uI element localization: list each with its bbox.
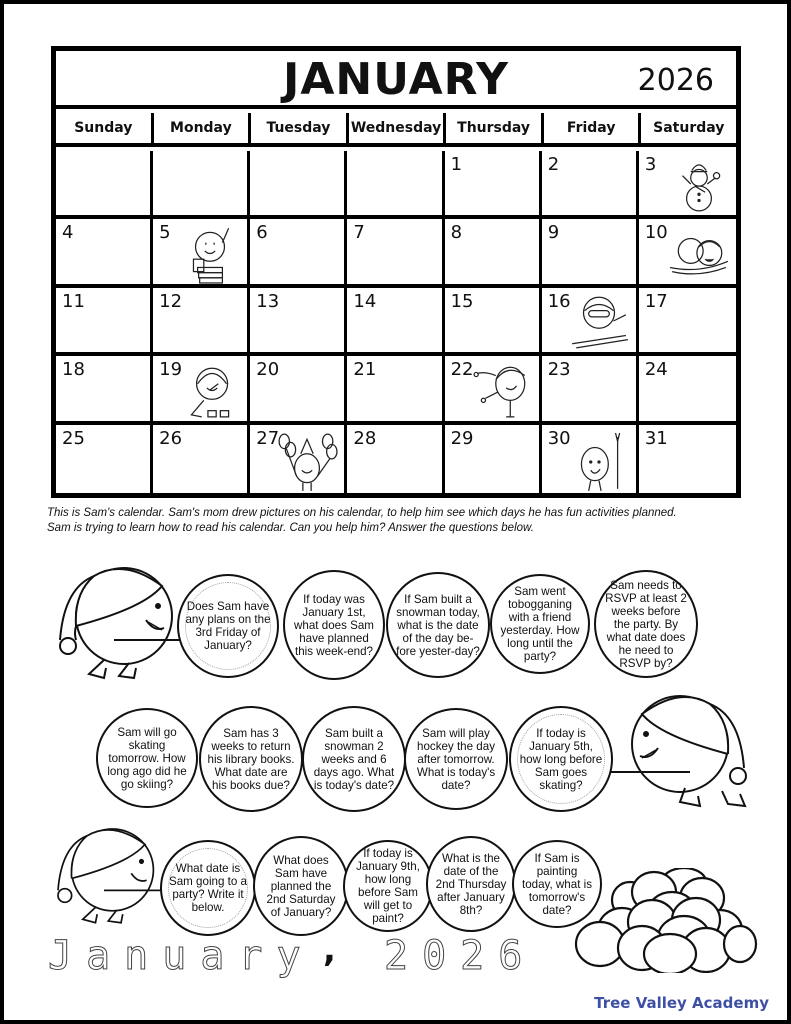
question-bubble: If today is January 9th, how long before Sam will get to paint? bbox=[343, 840, 433, 932]
question-bubble: Sam needs to RSVP at least 2 weeks before the party. By what date does he need to RSVP by? bbox=[594, 570, 698, 678]
brand-logo: Tree Valley Academy bbox=[594, 994, 769, 1012]
calendar-day-10 bbox=[639, 219, 736, 287]
question-bubble: If today was January 1st, what does Sam have planned this week-end? bbox=[283, 570, 385, 680]
weekday-friday: Friday bbox=[544, 113, 642, 143]
calendar-day-15 bbox=[445, 288, 542, 356]
calendar-day-13 bbox=[250, 288, 347, 356]
day-number: 18 bbox=[62, 359, 85, 381]
calendar-day-6 bbox=[250, 219, 347, 287]
calendar-day-24 bbox=[639, 356, 736, 424]
instructions-line-2: Sam is trying to learn how to read his calendar. Can you help him? Answer the questions below. bbox=[47, 522, 534, 534]
calendar-day-25 bbox=[56, 425, 153, 493]
question-bubble: What does Sam have planned the 2nd Saturday of January? bbox=[253, 836, 349, 936]
trace-month: January bbox=[48, 933, 315, 979]
question-bubble: What date is Sam going to a party? Write it below. bbox=[160, 840, 256, 936]
day-number: 9 bbox=[547, 222, 560, 244]
question-bubble: Sam will go skating tomorrow. How long ago did he go skiing? bbox=[96, 708, 198, 808]
question-bubble: Sam went tobogganing with a friend yesterday. How long until the party? bbox=[490, 574, 590, 674]
calendar-day-22 bbox=[445, 356, 542, 424]
sam-character-left-bottom bbox=[34, 812, 174, 927]
calendar-year: 2026 bbox=[637, 63, 714, 98]
day-number: 28 bbox=[353, 427, 377, 449]
calendar-day-30 bbox=[542, 425, 639, 493]
day-number: 29 bbox=[450, 427, 474, 449]
snowman-icon bbox=[668, 153, 730, 213]
day-number: 10 bbox=[644, 222, 668, 244]
calendar-day-26 bbox=[153, 425, 250, 493]
day-number: 22 bbox=[450, 359, 474, 381]
calendar-day-19 bbox=[153, 356, 250, 424]
weekday-monday: Monday bbox=[154, 113, 252, 143]
skiing-icon bbox=[568, 290, 630, 350]
question-bubble: What is the date of the 2nd Thursday after January 8th? bbox=[426, 836, 516, 932]
day-number: 12 bbox=[159, 290, 183, 312]
calendar-day-3 bbox=[639, 151, 736, 219]
trace-year: 2026 bbox=[384, 933, 537, 979]
calendar-day-23 bbox=[542, 356, 639, 424]
calendar-day-5 bbox=[153, 219, 250, 287]
day-number: 11 bbox=[62, 290, 85, 312]
day-number: 27 bbox=[256, 427, 280, 449]
calendar-day-17 bbox=[639, 288, 736, 356]
calendar-day-11 bbox=[56, 288, 153, 356]
hockey-icon bbox=[179, 359, 241, 419]
trace-separator: , bbox=[323, 930, 336, 970]
calendar-month: JANUARY bbox=[282, 54, 509, 105]
calendar-grid bbox=[56, 151, 736, 493]
question-bubble: If today is January 5th, how long before Sam goes skating? bbox=[509, 706, 613, 812]
calendar-day-9 bbox=[542, 219, 639, 287]
question-bubble: Sam built a snowman 2 weeks and 6 days ago. What is today's date? bbox=[302, 706, 406, 812]
day-number: 23 bbox=[547, 359, 571, 381]
calendar-day-20 bbox=[250, 356, 347, 424]
question-bubble: Does Sam have any plans on the 3rd Friday of January? bbox=[177, 574, 279, 678]
day-number: 7 bbox=[353, 222, 365, 244]
day-number: 21 bbox=[353, 359, 377, 381]
calendar-day-29 bbox=[445, 425, 542, 493]
day-number: 31 bbox=[644, 427, 668, 449]
day-number: 25 bbox=[62, 427, 85, 449]
day-number: 2 bbox=[547, 154, 560, 175]
day-number: 20 bbox=[256, 359, 280, 381]
sam-character-right bbox=[610, 676, 770, 811]
day-number: 16 bbox=[547, 290, 571, 312]
calendar-day-14 bbox=[347, 288, 444, 356]
party-balloons-icon bbox=[276, 431, 338, 491]
day-number: 17 bbox=[644, 290, 668, 312]
skating-icon bbox=[471, 359, 533, 419]
calendar-day-8 bbox=[445, 219, 542, 287]
calendar-day-2 bbox=[542, 151, 639, 219]
calendar-day-27 bbox=[250, 425, 347, 493]
day-number: 26 bbox=[159, 427, 183, 449]
day-number: 8 bbox=[450, 222, 463, 244]
tobogganing-icon bbox=[668, 222, 730, 282]
calendar bbox=[51, 46, 741, 498]
question-bubble: If Sam is painting today, what is tomorrow's date? bbox=[512, 840, 602, 928]
day-number: 19 bbox=[159, 359, 183, 381]
weekday-saturday: Saturday bbox=[653, 120, 725, 136]
question-bubble: Sam has 3 weeks to return his library books. What date are his books due? bbox=[199, 706, 303, 812]
day-number: 30 bbox=[547, 427, 571, 449]
day-number: 6 bbox=[256, 222, 268, 244]
sam-character-left-top bbox=[34, 548, 194, 683]
calendar-day-empty bbox=[347, 151, 444, 219]
day-number: 4 bbox=[62, 222, 74, 244]
day-number: 1 bbox=[450, 154, 463, 175]
calendar-day-4 bbox=[56, 219, 153, 287]
calendar-day-28 bbox=[347, 425, 444, 493]
calendar-day-16 bbox=[542, 288, 639, 356]
calendar-day-empty bbox=[250, 151, 347, 219]
day-number: 14 bbox=[353, 290, 377, 312]
calendar-day-21 bbox=[347, 356, 444, 424]
day-number: 13 bbox=[256, 290, 280, 312]
instructions bbox=[47, 506, 757, 536]
instructions-line-1: This is Sam's calendar. Sam's mom drew pictures on his calendar, to help him see which days he has fun activities planned. bbox=[47, 507, 677, 519]
weekday-tuesday: Tuesday bbox=[251, 113, 349, 143]
calendar-day-31 bbox=[639, 425, 736, 493]
day-number: 24 bbox=[644, 359, 668, 381]
day-number: 15 bbox=[450, 290, 474, 312]
calendar-day-7 bbox=[347, 219, 444, 287]
weekday-wednesday: Wednesday bbox=[349, 113, 447, 143]
painting-icon bbox=[568, 431, 630, 491]
weekday-sunday: Sunday bbox=[56, 113, 154, 143]
calendar-title-row bbox=[56, 51, 736, 109]
day-number: 5 bbox=[159, 222, 171, 244]
weekday-thursday: Thursday bbox=[446, 113, 544, 143]
snowball-pile bbox=[572, 868, 762, 973]
calendar-day-18 bbox=[56, 356, 153, 424]
weekday-header bbox=[56, 113, 736, 147]
calendar-day-empty bbox=[153, 151, 250, 219]
calendar-day-12 bbox=[153, 288, 250, 356]
day-number: 3 bbox=[644, 154, 657, 175]
question-bubble: Sam will play hockey the day after tomorrow. What is today's date? bbox=[404, 708, 508, 810]
question-bubble: If Sam built a snowman today, what is the date of the day be-fore yester-day? bbox=[386, 572, 490, 678]
calendar-day-1 bbox=[445, 151, 542, 219]
library-books-icon bbox=[179, 222, 241, 282]
calendar-day-empty bbox=[56, 151, 153, 219]
